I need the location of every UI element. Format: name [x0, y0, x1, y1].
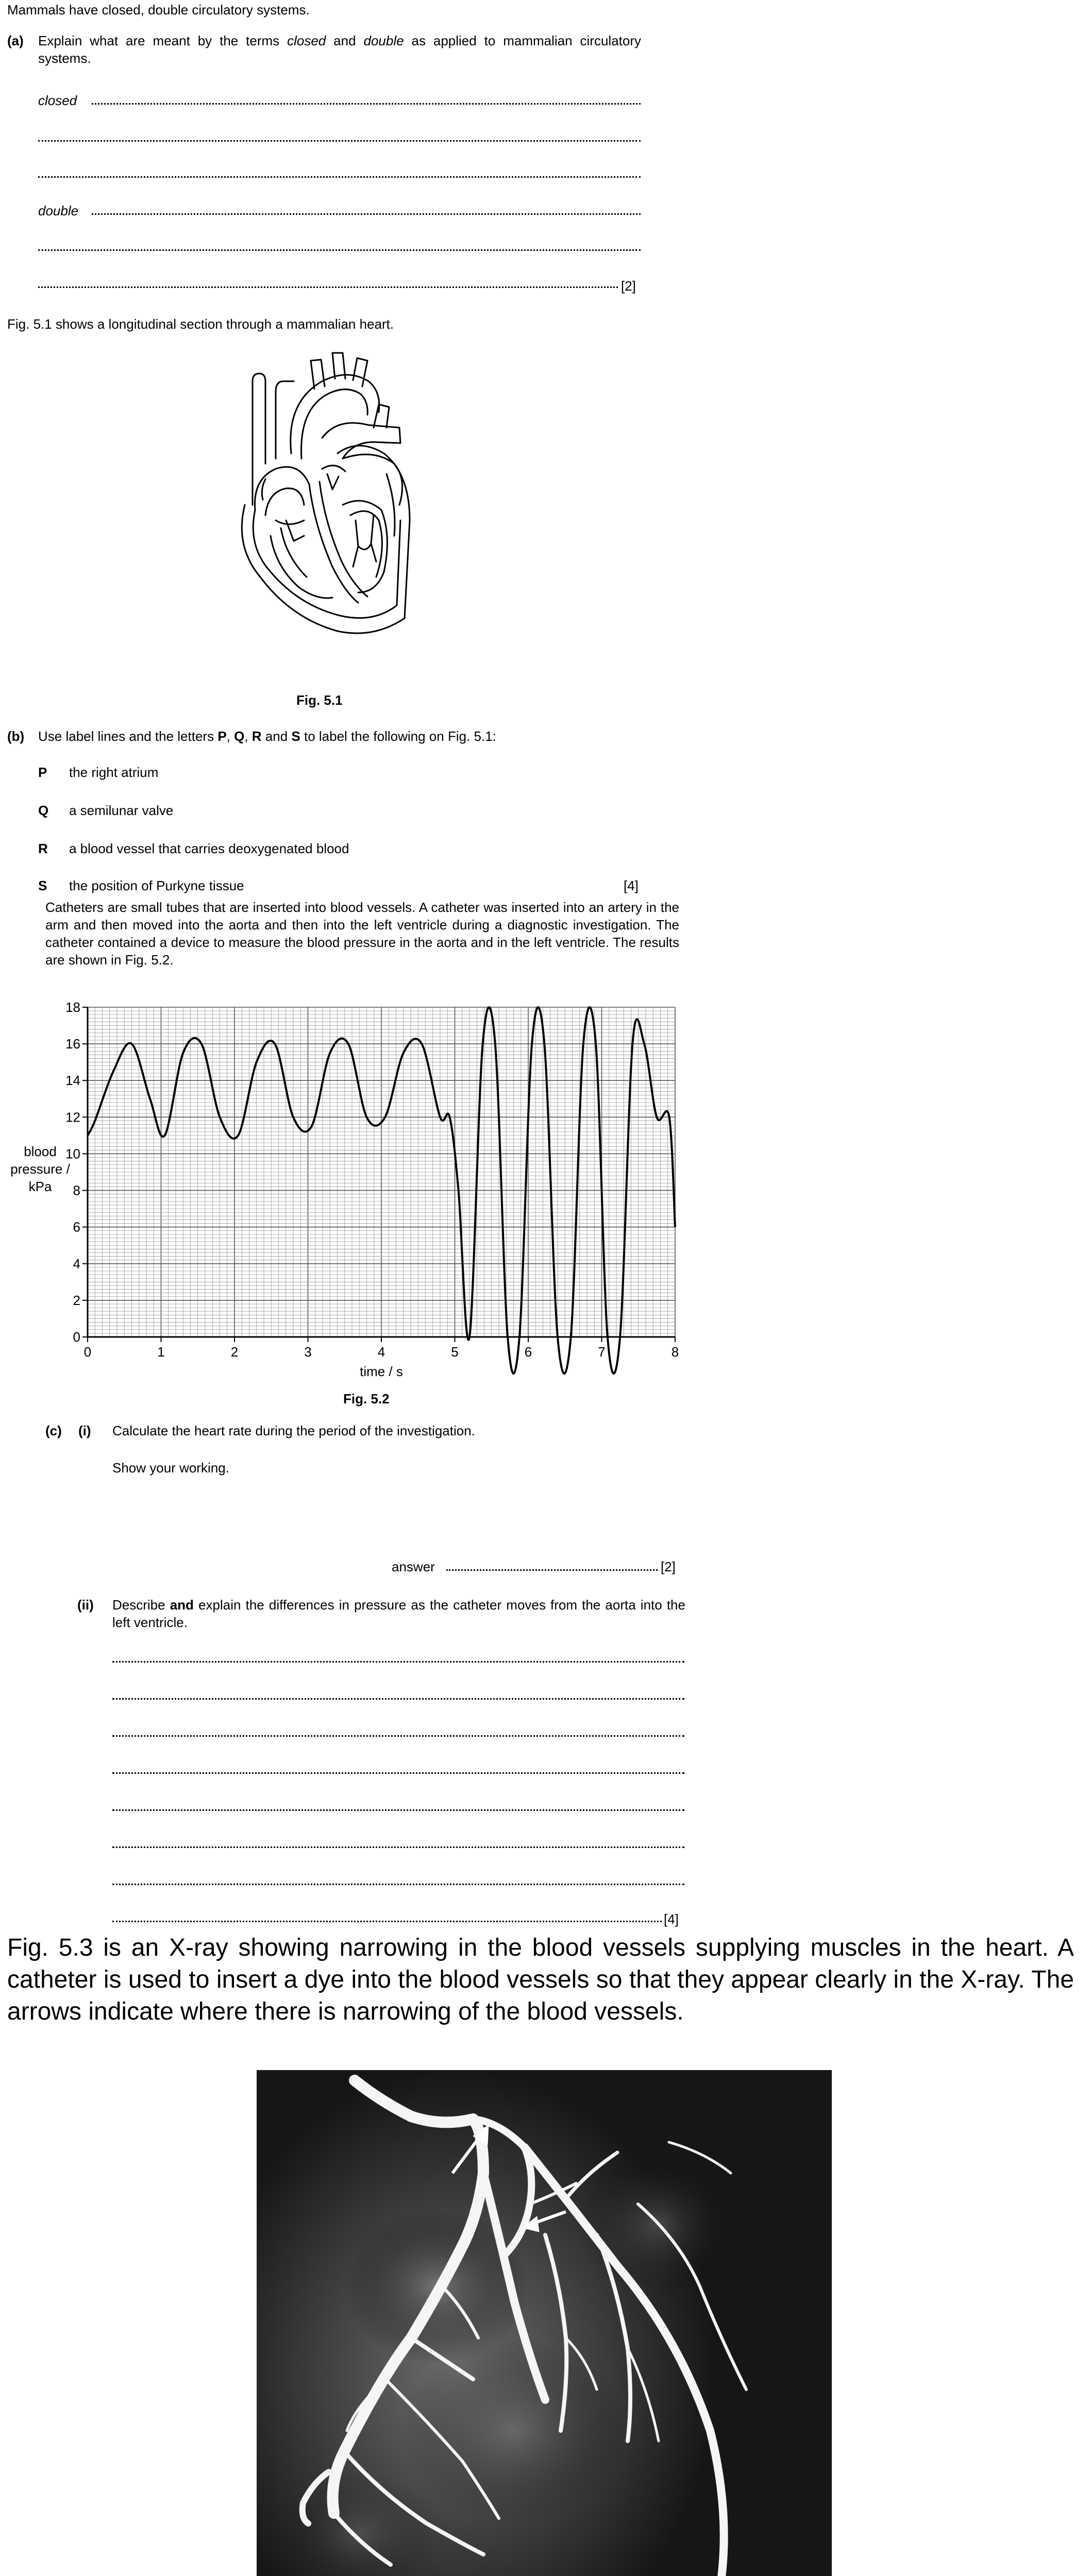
x-tick-label: 8 — [671, 1344, 679, 1360]
item-letter-p: P — [38, 765, 47, 780]
answer-line[interactable] — [38, 140, 641, 142]
question-b-text: Use label lines and the letters P, Q, R and S to label the following on Fig. 5.1: — [38, 728, 496, 744]
y-tick-label: 10 — [65, 1146, 80, 1162]
closed-label: closed — [38, 93, 77, 108]
x-tick-label: 6 — [524, 1344, 532, 1360]
x-tick-label: 5 — [451, 1344, 459, 1360]
xray-paragraph: Fig. 5.3 is an X-ray showing narrowing in the blood vessels supplying muscles in the heart. A catheter is used to insert a dye into the blood vessels so that they appear clearly in the X-ray. The arrows indicate where there is narrowing of the blood vessels. — [7, 1934, 1074, 2025]
item-text-s: the position of Purkyne tissue — [69, 878, 244, 893]
y-tick-label: 4 — [73, 1256, 80, 1272]
y-axis-label: blood pressure / kPa — [10, 1144, 70, 1194]
fig52-caption: Fig. 5.2 — [343, 1391, 390, 1406]
question-c-i-text: Calculate the heart rate during the period of the investigation. — [112, 1423, 475, 1438]
question-c-i-number: (i) — [78, 1423, 91, 1438]
y-tick-label: 12 — [65, 1109, 80, 1125]
y-tick-label: 14 — [65, 1073, 80, 1089]
show-working-text: Show your working. — [112, 1460, 229, 1476]
y-tick-label: 6 — [73, 1219, 80, 1235]
answer-line[interactable] — [112, 1772, 684, 1774]
answer-line[interactable] — [112, 1735, 684, 1737]
y-tick-label: 8 — [73, 1182, 80, 1198]
question-c-number: (c) — [45, 1423, 62, 1438]
answer-line[interactable] — [112, 1809, 684, 1811]
fig51-caption: Fig. 5.1 — [296, 692, 343, 708]
x-tick-label: 2 — [230, 1344, 239, 1360]
question-c-ii-text: Describe and explain the differences in pressure as the catheter moves from the aorta into the left ventricle. — [112, 1597, 685, 1630]
answer-label: answer — [392, 1559, 435, 1574]
x-tick-label: 3 — [304, 1344, 312, 1360]
item-letter-q: Q — [38, 803, 49, 818]
question-c-ii-number: (ii) — [77, 1597, 94, 1613]
y-tick-label: 0 — [73, 1329, 80, 1345]
heart-diagram — [204, 350, 446, 639]
item-letter-r: R — [38, 841, 48, 856]
x-axis-label: time / s — [360, 1364, 403, 1379]
x-tick-label: 4 — [377, 1344, 385, 1360]
item-text-q: a semilunar valve — [69, 803, 174, 818]
question-a-number: (a) — [7, 33, 24, 48]
answer-line[interactable] — [38, 249, 641, 251]
answer-line[interactable] — [446, 1569, 658, 1571]
x-tick-label: 1 — [157, 1344, 165, 1360]
marks-a: [2] — [621, 278, 636, 294]
blood-pressure-chart — [67, 999, 691, 1381]
answer-line[interactable] — [112, 1846, 684, 1848]
answer-line[interactable] — [112, 1921, 662, 1922]
y-tick-label: 18 — [65, 999, 80, 1015]
xray-image — [257, 2070, 832, 2576]
answer-line[interactable] — [92, 213, 641, 215]
answer-line[interactable] — [92, 103, 641, 105]
answer-line[interactable] — [38, 176, 641, 178]
x-tick-label: 0 — [83, 1344, 92, 1360]
question-a-text: Explain what are meant by the terms closed and double as applied to mammalian circulatory systems. — [38, 33, 642, 66]
y-tick-label: 2 — [73, 1292, 80, 1308]
marks-c-ii: [4] — [664, 1911, 679, 1927]
fig51-intro: Fig. 5.1 shows a longitudinal section through a mammalian heart. — [7, 316, 394, 332]
item-text-r: a blood vessel that carries deoxygenated blood — [69, 841, 349, 856]
answer-line[interactable] — [112, 1661, 684, 1663]
catheter-paragraph: Catheters are small tubes that are inserted into blood vessels. A catheter was inserted into an artery in the arm and then moved into the aorta and then into the left ventricle during a diagnostic investigation. The catheter contained a device to measure the blood pressure in the aorta and in the left ventricle. The results are shown in Fig. 5.2. — [45, 900, 679, 968]
double-label: double — [38, 203, 79, 218]
answer-line[interactable] — [112, 1884, 684, 1885]
x-tick-label: 7 — [598, 1344, 606, 1360]
question-b-number: (b) — [7, 728, 25, 744]
answer-line[interactable] — [112, 1698, 684, 1700]
y-tick-label: 16 — [65, 1036, 80, 1052]
answer-line[interactable] — [38, 286, 618, 288]
marks-c-i: [2] — [661, 1559, 676, 1574]
marks-b: [4] — [624, 878, 639, 893]
intro-text: Mammals have closed, double circulatory systems. — [7, 2, 310, 18]
item-letter-s: S — [38, 878, 47, 893]
item-text-p: the right atrium — [69, 765, 159, 780]
